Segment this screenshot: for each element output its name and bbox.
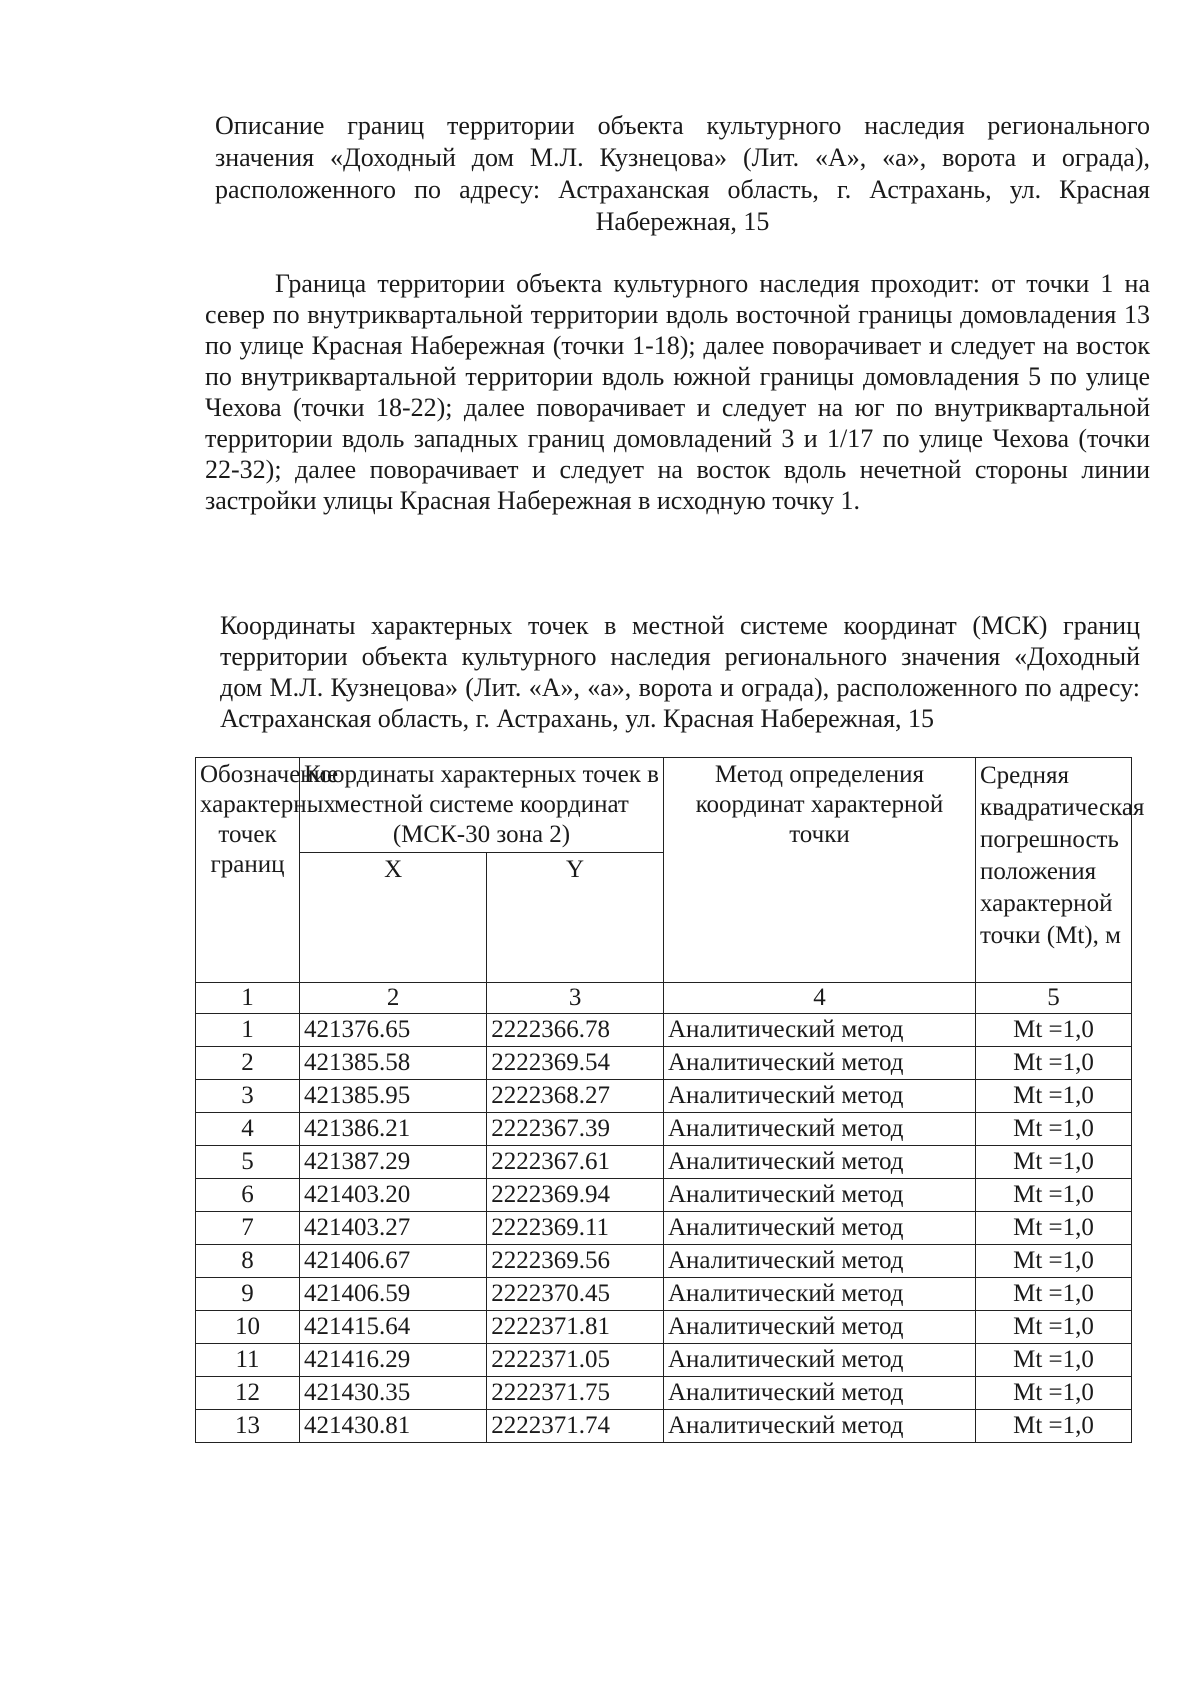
column-number: 4	[663, 983, 975, 1014]
x-coordinate: 421403.27	[300, 1212, 487, 1245]
point-number: 9	[196, 1278, 300, 1311]
table-row	[196, 1311, 1132, 1344]
table-row	[196, 1047, 1132, 1080]
x-coordinate: 421430.81	[300, 1410, 487, 1443]
error-cell: Mt =1,0	[975, 1410, 1131, 1443]
column-number: 2	[300, 983, 487, 1014]
document-title: Описание границ территории объекта культурного наследия регионального значения «Доходный дом М.Л. Кузнецова» (Лит. «А», «а», ворота и ограда), расположенного по адресу: Астраханская область, г. Астрахань, ул. Красная Набережная, 15	[215, 111, 1150, 236]
point-number: 7	[196, 1212, 300, 1245]
table-row	[196, 1179, 1132, 1212]
y-coordinate: 2222367.39	[487, 1113, 664, 1146]
y-coordinate: 2222371.81	[487, 1311, 664, 1344]
point-number: 12	[196, 1377, 300, 1410]
method-cell: Аналитический метод	[663, 1179, 975, 1212]
table-row	[196, 1014, 1132, 1047]
error-cell: Mt =1,0	[975, 1014, 1131, 1047]
error-cell: Mt =1,0	[975, 1377, 1131, 1410]
point-number: 6	[196, 1179, 300, 1212]
coordinates-table-body	[196, 1014, 1132, 1443]
method-cell: Аналитический метод	[663, 1278, 975, 1311]
y-coordinate: 2222368.27	[487, 1080, 664, 1113]
column-number: 5	[975, 983, 1131, 1014]
header-y: Y	[487, 853, 664, 983]
error-cell: Mt =1,0	[975, 1212, 1131, 1245]
column-number: 3	[487, 983, 664, 1014]
x-coordinate: 421403.20	[300, 1179, 487, 1212]
method-cell: Аналитический метод	[663, 1377, 975, 1410]
table-row	[196, 1212, 1132, 1245]
y-coordinate: 2222370.45	[487, 1278, 664, 1311]
point-number: 11	[196, 1344, 300, 1377]
y-coordinate: 2222369.54	[487, 1047, 664, 1080]
point-number: 2	[196, 1047, 300, 1080]
table-row	[196, 1278, 1132, 1311]
x-coordinate: 421415.64	[300, 1311, 487, 1344]
table-row	[196, 1113, 1132, 1146]
header-method: Метод определения координат характерной точки	[663, 758, 975, 983]
point-number: 3	[196, 1080, 300, 1113]
x-coordinate: 421430.35	[300, 1377, 487, 1410]
coordinates-heading: Координаты характерных точек в местной системе координат (МСК) границ территории объекта культурного наследия регионального значения «Доходный дом М.Л. Кузнецова» (Лит. «А», «а», ворота и ограда), расположенного по адресу: Астраханская область, г. Астрахань, ул. Красная Набережная, 15	[220, 611, 1140, 733]
table-row	[196, 1377, 1132, 1410]
x-coordinate: 421376.65	[300, 1014, 487, 1047]
y-coordinate: 2222371.05	[487, 1344, 664, 1377]
point-number: 4	[196, 1113, 300, 1146]
coordinates-table	[195, 757, 1145, 1443]
table-row	[196, 1344, 1132, 1377]
y-coordinate: 2222369.56	[487, 1245, 664, 1278]
y-coordinate: 2222371.74	[487, 1410, 664, 1443]
boundary-description: Граница территории объекта культурного наследия проходит: от точки 1 на север по внутриквартальной территории вдоль восточной границы домовладения 13 по улице Красная Набережная (точки 1-18); далее поворачивает и следует на восток по внутриквартальной территории вдоль южной границы домовладения 5 по улице Чехова (точки 18-22); далее поворачивает и следует на юг по внутриквартальной территории вдоль западных границ домовладений 3 и 1/17 по улице Чехова (точки 22-32); далее поворачивает и следует на восток вдоль нечетной стороны линии застройки улицы Красная Набережная в исходную точку 1.	[205, 269, 1150, 515]
error-cell: Mt =1,0	[975, 1344, 1131, 1377]
header-coordinates: Координаты характерных точек в местной системе координат (МСК-30 зона 2)	[300, 758, 664, 853]
method-cell: Аналитический метод	[663, 1311, 975, 1344]
method-cell: Аналитический метод	[663, 1146, 975, 1179]
method-cell: Аналитический метод	[663, 1047, 975, 1080]
error-cell: Mt =1,0	[975, 1278, 1131, 1311]
x-coordinate: 421386.21	[300, 1113, 487, 1146]
column-number-row	[196, 983, 1132, 1014]
y-coordinate: 2222369.11	[487, 1212, 664, 1245]
table-row	[196, 1146, 1132, 1179]
method-cell: Аналитический метод	[663, 1410, 975, 1443]
method-cell: Аналитический метод	[663, 1080, 975, 1113]
method-cell: Аналитический метод	[663, 1245, 975, 1278]
x-coordinate: 421406.59	[300, 1278, 487, 1311]
x-coordinate: 421385.95	[300, 1080, 487, 1113]
error-cell: Mt =1,0	[975, 1047, 1131, 1080]
table-row	[196, 1410, 1132, 1443]
method-cell: Аналитический метод	[663, 1344, 975, 1377]
point-number: 13	[196, 1410, 300, 1443]
point-number: 5	[196, 1146, 300, 1179]
header-error: Средняя квадратическая погрешность положения характерной точки (Mt), м	[975, 758, 1131, 983]
y-coordinate: 2222371.75	[487, 1377, 664, 1410]
table-row	[196, 1080, 1132, 1113]
method-cell: Аналитический метод	[663, 1113, 975, 1146]
error-cell: Mt =1,0	[975, 1113, 1131, 1146]
error-cell: Mt =1,0	[975, 1245, 1131, 1278]
error-cell: Mt =1,0	[975, 1080, 1131, 1113]
y-coordinate: 2222367.61	[487, 1146, 664, 1179]
table-row	[196, 1245, 1132, 1278]
method-cell: Аналитический метод	[663, 1212, 975, 1245]
header-x: X	[300, 853, 487, 983]
point-number: 10	[196, 1311, 300, 1344]
y-coordinate: 2222369.94	[487, 1179, 664, 1212]
y-coordinate: 2222366.78	[487, 1014, 664, 1047]
error-cell: Mt =1,0	[975, 1146, 1131, 1179]
method-cell: Аналитический метод	[663, 1014, 975, 1047]
error-cell: Mt =1,0	[975, 1311, 1131, 1344]
x-coordinate: 421416.29	[300, 1344, 487, 1377]
header-designation: Обозначение характерных точек границ	[196, 758, 300, 983]
point-number: 1	[196, 1014, 300, 1047]
x-coordinate: 421387.29	[300, 1146, 487, 1179]
x-coordinate: 421385.58	[300, 1047, 487, 1080]
x-coordinate: 421406.67	[300, 1245, 487, 1278]
point-number: 8	[196, 1245, 300, 1278]
error-cell: Mt =1,0	[975, 1179, 1131, 1212]
column-number: 1	[196, 983, 300, 1014]
